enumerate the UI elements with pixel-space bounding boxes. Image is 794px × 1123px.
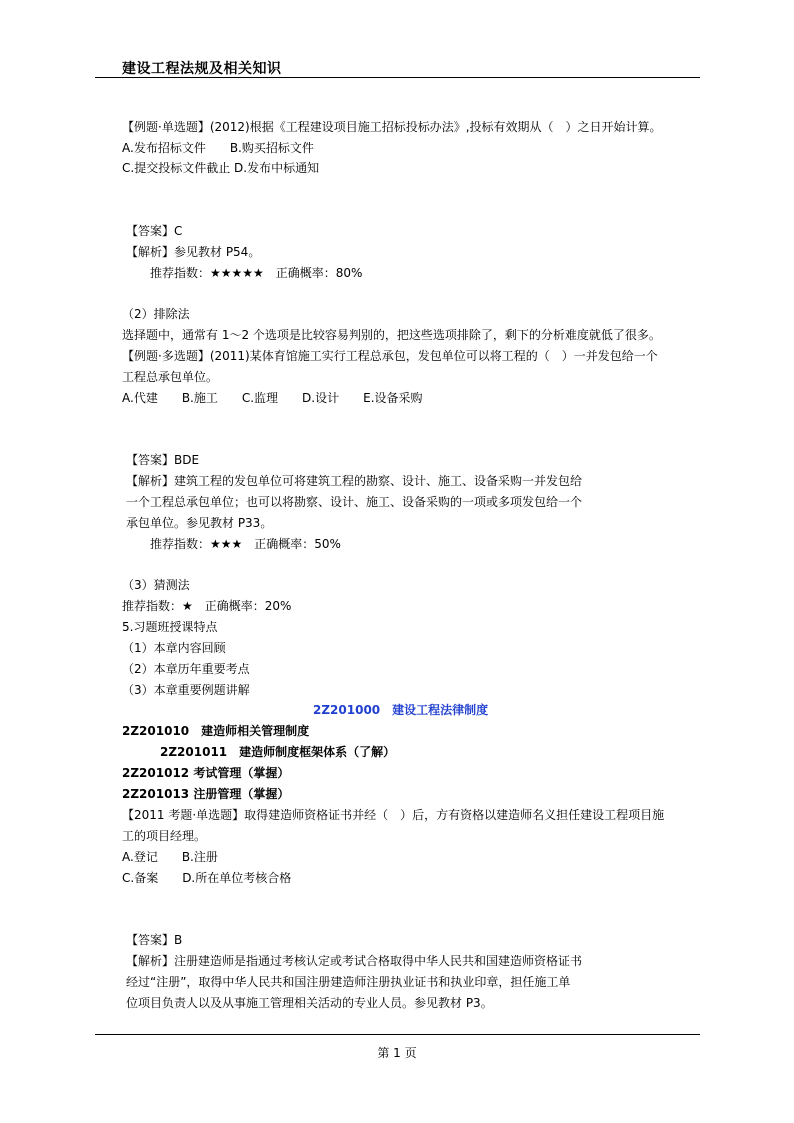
option-line: C.提交投标文件截止 D.发布中标通知: [122, 161, 320, 175]
question-continuation: 工程总承包单位。: [122, 370, 219, 384]
example-question-1: 【例题·单选题】(2012)根据《工程建设项目施工招标投标办法》,投标有效期从（ ）之日开始计算。: [122, 120, 662, 134]
section-heading: （3）猜测法: [122, 578, 190, 592]
header-title: 建设工程法规及相关知识: [122, 61, 282, 77]
answer-line: 【答案】C: [126, 224, 183, 238]
page-number: 第 1 页: [377, 1046, 417, 1060]
subsection-title: 2Z201011 建造师制度框架体系（了解）: [160, 745, 396, 759]
paragraph-line: 选择题中，通常有 1～2 个选项是比较容易判别的，把这些选项排除了，剩下的分析难度就低了很多。: [122, 328, 661, 342]
example-question-3: 【2011 考题·单选题】取得建造师资格证书并经（ ）后，方有资格以建造师名义担任建设工程项目施: [122, 808, 665, 822]
option-line: A.登记 B.注册: [122, 850, 218, 864]
recommend-line: 推荐指数：★★★ 正确概率：50%: [150, 537, 341, 551]
answer-line: 【答案】BDE: [126, 453, 200, 467]
analysis-line: 一个工程总承包单位；也可以将勘察、设计、施工、设备采购的一项或多项发包给一个: [126, 495, 583, 509]
recommend-line: 推荐指数：★ 正确概率：20%: [122, 599, 292, 613]
list-item: （1）本章内容回顾: [122, 641, 226, 655]
option-line: A.发布招标文件 B.购买招标文件: [122, 141, 314, 155]
recommend-line: 推荐指数：★★★★★ 正确概率：80%: [150, 266, 363, 280]
section-heading: 5.习题班授课特点: [122, 620, 218, 634]
analysis-line: 承包单位。参见教材 P33。: [126, 516, 273, 530]
list-item: （2）本章历年重要考点: [122, 662, 250, 676]
section-title: 2Z201010 建造师相关管理制度: [122, 724, 310, 738]
footer-divider: [95, 1034, 700, 1035]
subsection-title: 2Z201012 考试管理（掌握）: [122, 766, 290, 780]
option-line: C.备案 D.所在单位考核合格: [122, 871, 292, 885]
question-continuation: 工的项目经理。: [122, 829, 207, 843]
analysis-line: 位项目负责人以及从事施工管理相关活动的专业人员。参见教材 P3。: [126, 996, 493, 1010]
analysis-line: 【解析】建筑工程的发包单位可将建筑工程的勘察、设计、施工、设备采购一并发包给: [126, 474, 583, 488]
analysis-line: 【解析】注册建造师是指通过考核认定或考试合格取得中华人民共和国建造师资格证书: [126, 954, 583, 968]
example-question-2: 【例题·多选题】(2011)某体育馆施工实行工程总承包，发包单位可以将工程的（ ）一并发包给一个: [122, 349, 658, 363]
analysis-line: 经过“注册”，取得中华人民共和国注册建造师注册执业证书和执业印章，担任施工单: [126, 975, 571, 989]
header-divider: [95, 77, 700, 78]
answer-line: 【答案】B: [126, 933, 183, 947]
subsection-title: 2Z201013 注册管理（掌握）: [122, 787, 290, 801]
chapter-title: 2Z201000 建设工程法律制度: [313, 703, 489, 717]
section-heading: （2）排除法: [122, 307, 190, 321]
list-item: （3）本章重要例题讲解: [122, 683, 250, 697]
option-line: A.代建 B.施工 C.监理 D.设计 E.设备采购: [122, 391, 423, 405]
analysis-line: 【解析】参见教材 P54。: [126, 245, 261, 259]
